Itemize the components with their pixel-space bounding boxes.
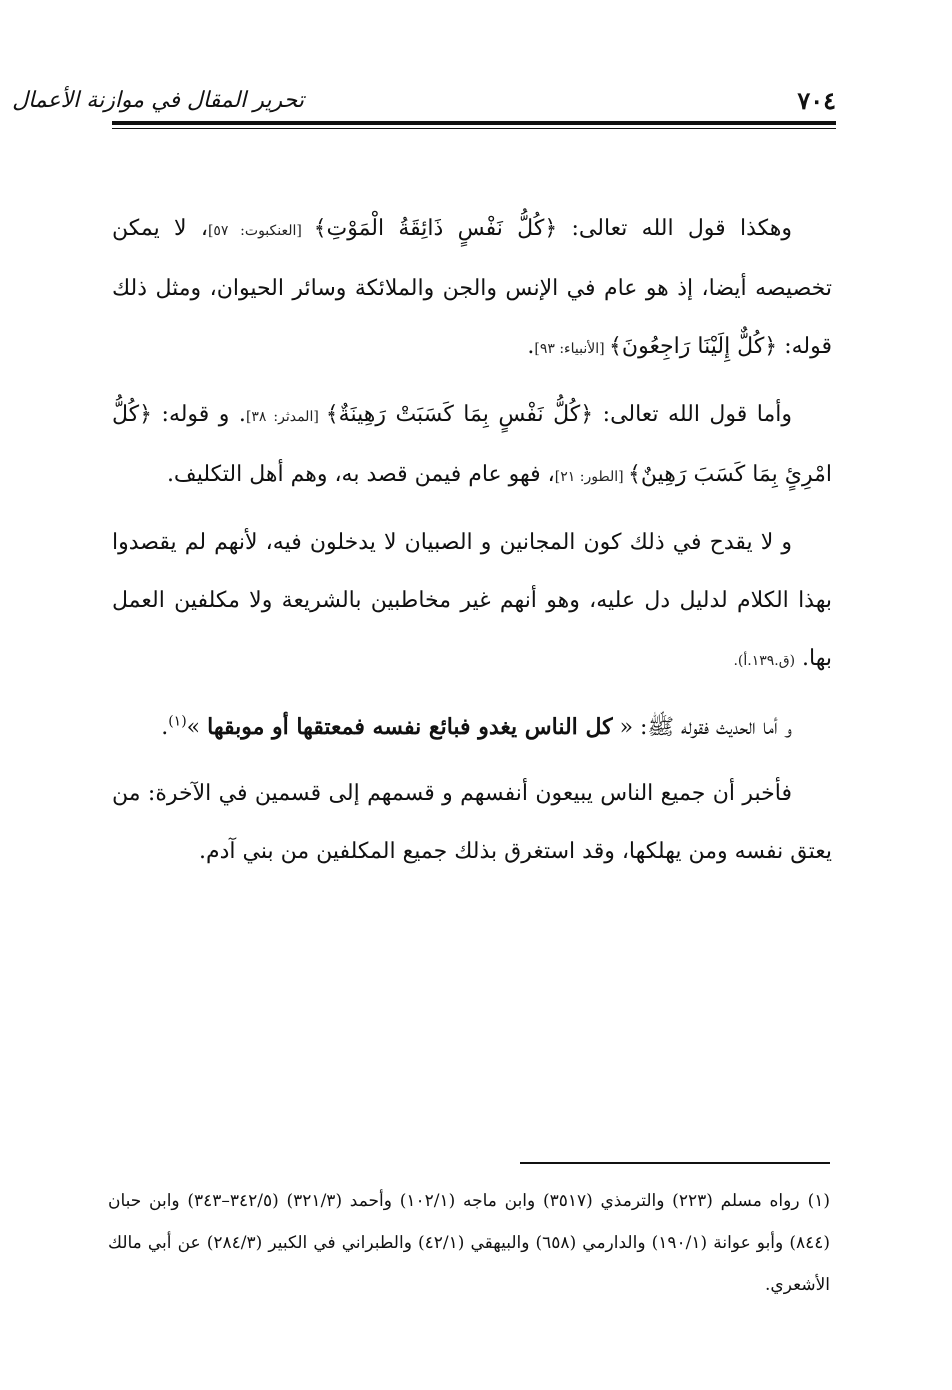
- text: .: [527, 334, 535, 359]
- page-number: ٧٠٤: [797, 86, 836, 115]
- text: . و قوله:: [152, 402, 246, 427]
- paragraph-1: [112, 200, 832, 378]
- text: و أما الحديث فقوله ﷺ: «: [612, 715, 792, 740]
- main-text: [112, 200, 832, 889]
- quran-verse: ﴿كُلُّ نَفْسٍ ذَائِقَةُ الْمَوْتِ﴾: [313, 216, 558, 241]
- verse-reference: [العنكبوت: ٥٧]: [207, 223, 314, 239]
- text: .: [161, 715, 169, 740]
- text: و لا يقدح في ذلك كون المجانين و الصبيان لا يدخلون فيه، لأنهم لم يقصدوا بهذا الكلام لدليل دل عليه، وهو أنهم غير مخاطبين بالشريعة ولا مكلفين العمل بها.: [112, 530, 832, 671]
- header-rule-thick: [112, 121, 836, 125]
- manuscript-reference: (ق.١٣٩.أ).: [733, 653, 796, 669]
- text: ، لا يمكن تخصيصه أيضا، إذ هو عام في الإنس والجن والملائكة وسائر الحيوان، ومثل ذلك قوله:: [112, 216, 832, 359]
- text: ، فهو عام فيمن قصد به، وهم أهل التكليف.: [166, 462, 555, 487]
- hadith-text: كل الناس يغدو فبائع نفسه فمعتقها أو موبقها: [207, 714, 613, 740]
- book-title: تحرير المقال في موازنة الأعمال: [12, 88, 304, 113]
- quran-verse: ﴿كُلُّ امْرِئٍ بِمَا كَسَبَ رَهِينٌ﴾: [112, 402, 832, 487]
- text: وهكذا قول الله تعالى:: [557, 216, 792, 241]
- paragraph-3: [112, 514, 832, 690]
- paragraph-4: [112, 698, 832, 757]
- footnote-number: (١): [807, 1191, 830, 1211]
- paragraph-2: [112, 386, 832, 506]
- footnote-separator: [520, 1162, 830, 1164]
- text: فأخبر أن جميع الناس يبيعون أنفسهم و قسمهم إلى قسمين في الآخرة: من يعتق نفسه ومن يهلكها، وقد استغرق بذلك جميع المكلفين من بني آدم.: [112, 781, 832, 864]
- text: »: [186, 715, 208, 740]
- header-rule-thin: [112, 128, 836, 129]
- quran-verse: ﴿كُلُّ نَفْسٍ بِمَا كَسَبَتْ رَهِينَةٌ﴾: [325, 402, 594, 427]
- verse-reference: [المدثر: ٣٨]: [245, 409, 326, 425]
- verse-reference: [الطور: ٢١]: [554, 469, 629, 485]
- paragraph-5: [112, 765, 832, 881]
- running-header: [12, 80, 836, 120]
- footnote-text: رواه مسلم (٢٢٣) والترمذي (٣٥١٧) وابن ماجه (١٠٢/١) وأحمد (٣٢١/٣) (٣٤٢/٥–٣٤٣) وابن حبان (٨٤٤) وأبو عوانة (١٩٠/١) والدارمي (٦٥٨) والبيهقي (٤٢/١) والطبراني في الكبير (٢٨٤/٣) عن أبي مالك الأشعري.: [108, 1191, 830, 1295]
- quran-verse: ﴿كُلٌّ إِلَيْنَا رَاجِعُونَ﴾: [609, 334, 778, 359]
- verse-reference: [الأنبياء: ٩٣]: [534, 341, 610, 357]
- footnote-marker[interactable]: (١): [168, 713, 187, 730]
- text: وأما قول الله تعالى:: [593, 402, 793, 427]
- footnote: [108, 1180, 830, 1306]
